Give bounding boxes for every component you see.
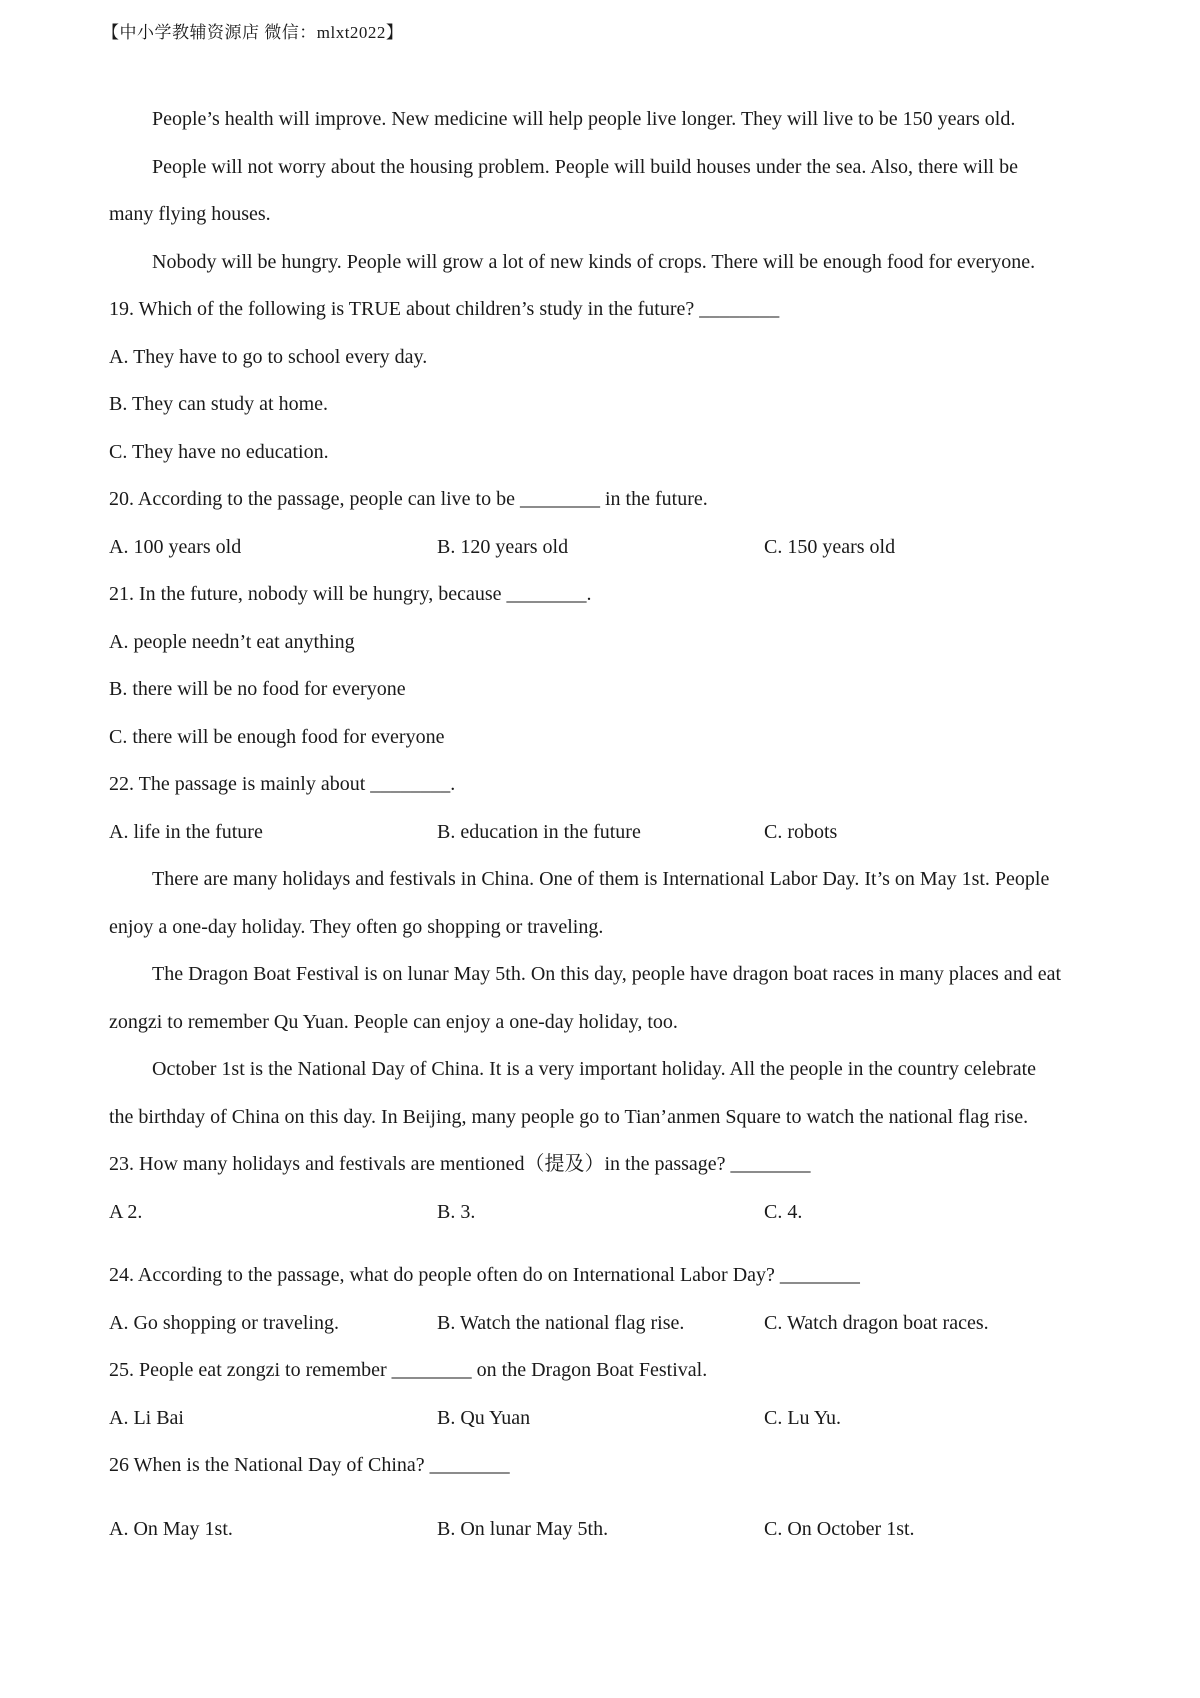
options-row bbox=[109, 1395, 1099, 1443]
passage-holidays bbox=[109, 856, 1099, 1141]
option-b: B. Qu Yuan bbox=[437, 1406, 531, 1429]
question-20 bbox=[109, 476, 1099, 571]
option-b: B. On lunar May 5th. bbox=[437, 1517, 609, 1540]
option-b: B. education in the future bbox=[437, 820, 641, 843]
question-text: 20. According to the passage, people can live to be ________ in the future. bbox=[109, 488, 708, 510]
option-a: A. life in the future bbox=[109, 820, 263, 843]
paragraph-continuation: zongzi to remember Qu Yuan. People can enjoy a one-day holiday, too. bbox=[109, 1010, 678, 1033]
question-24 bbox=[109, 1252, 1099, 1347]
paragraph: Nobody will be hungry. People will grow a lot of new kinds of crops. There will be enough food for everyone. bbox=[152, 250, 1036, 273]
question-text: 23. How many holidays and festivals are mentioned（提及）in the passage? ________ bbox=[109, 1153, 811, 1175]
paragraph-continuation: the birthday of China on this day. In Beijing, many people go to Tian’anmen Square to watch the national flag rise. bbox=[109, 1105, 1029, 1128]
option-a: A. 100 years old bbox=[109, 535, 242, 558]
option-b: B. there will be no food for everyone bbox=[109, 678, 406, 700]
option-b: B. They can study at home. bbox=[109, 393, 329, 415]
option-b: B. 120 years old bbox=[437, 535, 569, 558]
question-text: 22. The passage is mainly about ________. bbox=[109, 773, 456, 795]
option-c: C. Lu Yu. bbox=[764, 1406, 842, 1429]
passage-future bbox=[109, 96, 1099, 286]
question-22 bbox=[109, 761, 1099, 856]
option-a: A. Li Bai bbox=[109, 1406, 184, 1429]
option-c: C. On October 1st. bbox=[764, 1517, 915, 1540]
option-c: C. there will be enough food for everyone bbox=[109, 725, 445, 748]
paragraph: People’s health will improve. New medicine will help people live longer. They will live to be 150 years old. bbox=[152, 108, 1016, 130]
option-b: B. 3. bbox=[437, 1200, 476, 1223]
option-c: C. 4. bbox=[764, 1200, 803, 1223]
question-text: 21. In the future, nobody will be hungry, because ________. bbox=[109, 583, 592, 605]
option-a: A 2. bbox=[109, 1200, 143, 1223]
question-text: 25. People eat zongzi to remember ________ on the Dragon Boat Festival. bbox=[109, 1359, 708, 1381]
paragraph: People will not worry about the housing problem. People will build houses under the sea. Also, there will be bbox=[152, 155, 1018, 178]
question-23 bbox=[109, 1141, 1099, 1236]
question-text: 26 When is the National Day of China? ________ bbox=[109, 1454, 510, 1476]
paragraph-continuation: enjoy a one-day holiday. They often go shopping or traveling. bbox=[109, 915, 604, 938]
question-25 bbox=[109, 1347, 1099, 1442]
question-19 bbox=[109, 286, 1099, 476]
option-c: C. Watch dragon boat races. bbox=[764, 1311, 989, 1334]
options-row bbox=[109, 524, 1099, 572]
paragraph: The Dragon Boat Festival is on lunar May 5th. On this day, people have dragon boat races in many places and eat bbox=[152, 963, 1062, 985]
question-21 bbox=[109, 571, 1099, 761]
option-a: A. Go shopping or traveling. bbox=[109, 1311, 339, 1334]
page-header: 【中小学教辅资源店 微信：mlxt2022】 bbox=[102, 23, 404, 42]
paragraph: October 1st is the National Day of China. It is a very important holiday. All the people in the country celebrate bbox=[152, 1058, 1037, 1080]
option-c: C. robots bbox=[764, 820, 838, 843]
options-row bbox=[109, 1300, 1099, 1348]
option-c: C. 150 years old bbox=[764, 535, 896, 558]
options-row bbox=[109, 1506, 1099, 1554]
option-c: C. They have no education. bbox=[109, 440, 329, 463]
question-26 bbox=[109, 1442, 1099, 1553]
options-row bbox=[109, 1189, 1099, 1237]
option-a: A. On May 1st. bbox=[109, 1517, 233, 1540]
option-b: B. Watch the national flag rise. bbox=[437, 1311, 685, 1334]
spacer bbox=[109, 1490, 1099, 1506]
paragraph-continuation: many flying houses. bbox=[109, 203, 271, 225]
question-text: 24. According to the passage, what do people often do on International Labor Day? ________ bbox=[109, 1264, 860, 1286]
spacer bbox=[109, 1236, 1099, 1252]
option-a: A. They have to go to school every day. bbox=[109, 345, 428, 368]
exam-content bbox=[109, 96, 1099, 1553]
option-a: A. people needn’t eat anything bbox=[109, 630, 355, 653]
question-text: 19. Which of the following is TRUE about children’s study in the future? ________ bbox=[109, 298, 780, 320]
options-row bbox=[109, 809, 1099, 857]
paragraph: There are many holidays and festivals in China. One of them is International Labor Day. It’s on May 1st. People bbox=[152, 868, 1050, 890]
